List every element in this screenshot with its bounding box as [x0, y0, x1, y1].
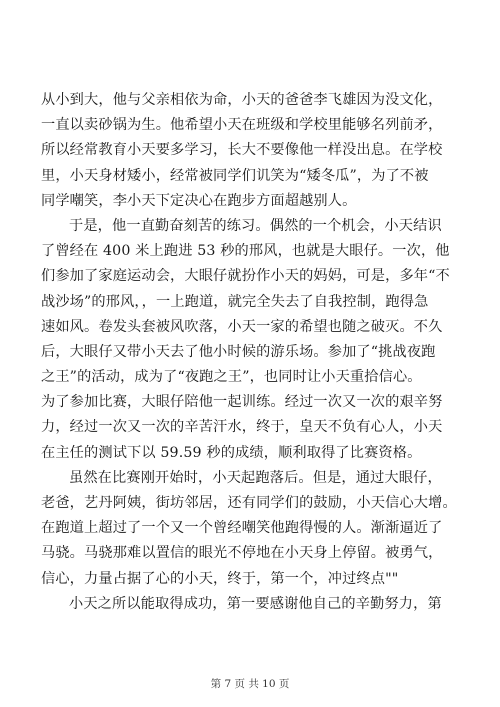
text-line: 力，经过一次又一次的辛苦汗水，终于，皇天不负有心人，小天	[41, 419, 443, 436]
text-line: 所以经常教育小天要多学习，长大不要像他一样没出息。在学校	[41, 142, 443, 159]
paragraph-start-line: 于是，他一直勤奋刻苦的练习。偶然的一个机会，小天结识	[69, 217, 442, 234]
page-footer	[0, 677, 500, 691]
body-text	[41, 88, 461, 617]
text-line: 后，大眼仔又带小天去了他小时候的游乐场。参加了“挑战夜跑	[41, 343, 436, 360]
paragraph-start-line: 小天之所以能取得成功，第一要感谢他自己的辛勤努力，第	[69, 595, 442, 612]
paragraph-start-line: 虽然在比赛刚开始时，小天起跑落后。但是，通过大眼仔，	[69, 469, 442, 486]
text-line: 们参加了家庭运动会，大眼仔就扮作小天的妈妈，可是，多年“不	[41, 268, 450, 285]
text-line: 同学嘲笑，李小天下定决心在跑步方面超越别人。	[41, 192, 357, 209]
text-line: 老爸，艺丹阿姨，街坊邻居，还有同学们的鼓励，小天信心大增。	[41, 495, 457, 511]
text-line: 马骁。马骁那难以置信的眼光不停地在小天身上停留。被勇气，	[41, 545, 443, 562]
text-line: 速如风。卷发头套被风吹落，小天一家的希望也随之破灭。不久	[41, 318, 443, 335]
text-line: 为了参加比赛，大眼仔陪他一起训练。经过一次又一次的艰辛努	[41, 394, 443, 411]
text-line: 在主任的测试下以 59.59 秒的成绩，顺利取得了比赛资格。	[41, 444, 422, 461]
text-line: 在跑道上超过了一个又一个曾经嘲笑他跑得慢的人。渐渐逼近了	[41, 520, 443, 537]
text-line: 里，小天身材矮小，经常被同学们讥笑为“矮冬瓜”，为了不被	[41, 167, 429, 184]
text-line: 之王”的活动，成为了“夜跑之王”，也同时让小天重拾信心。	[41, 369, 422, 386]
text-line: 战沙场”的邢风，，一上跑道，就完全失去了自我控制，跑得急	[41, 293, 429, 310]
text-line: 信心，力量占据了心的小天，终于，第一个，冲过终点""	[41, 570, 399, 587]
page-number-label: 第 7 页 共 10 页	[210, 678, 290, 690]
text-line: 一直以卖砂锅为生。他希望小天在班级和学校里能够名列前矛，	[41, 117, 443, 134]
text-line: 从小到大，他与父亲相依为命，小天的爸爸李飞雄因为没文化，	[41, 92, 443, 108]
text-line: 了曾经在 400 米上跑进 53 秒的邢风，也就是大眼仔。一次，他	[41, 243, 450, 260]
